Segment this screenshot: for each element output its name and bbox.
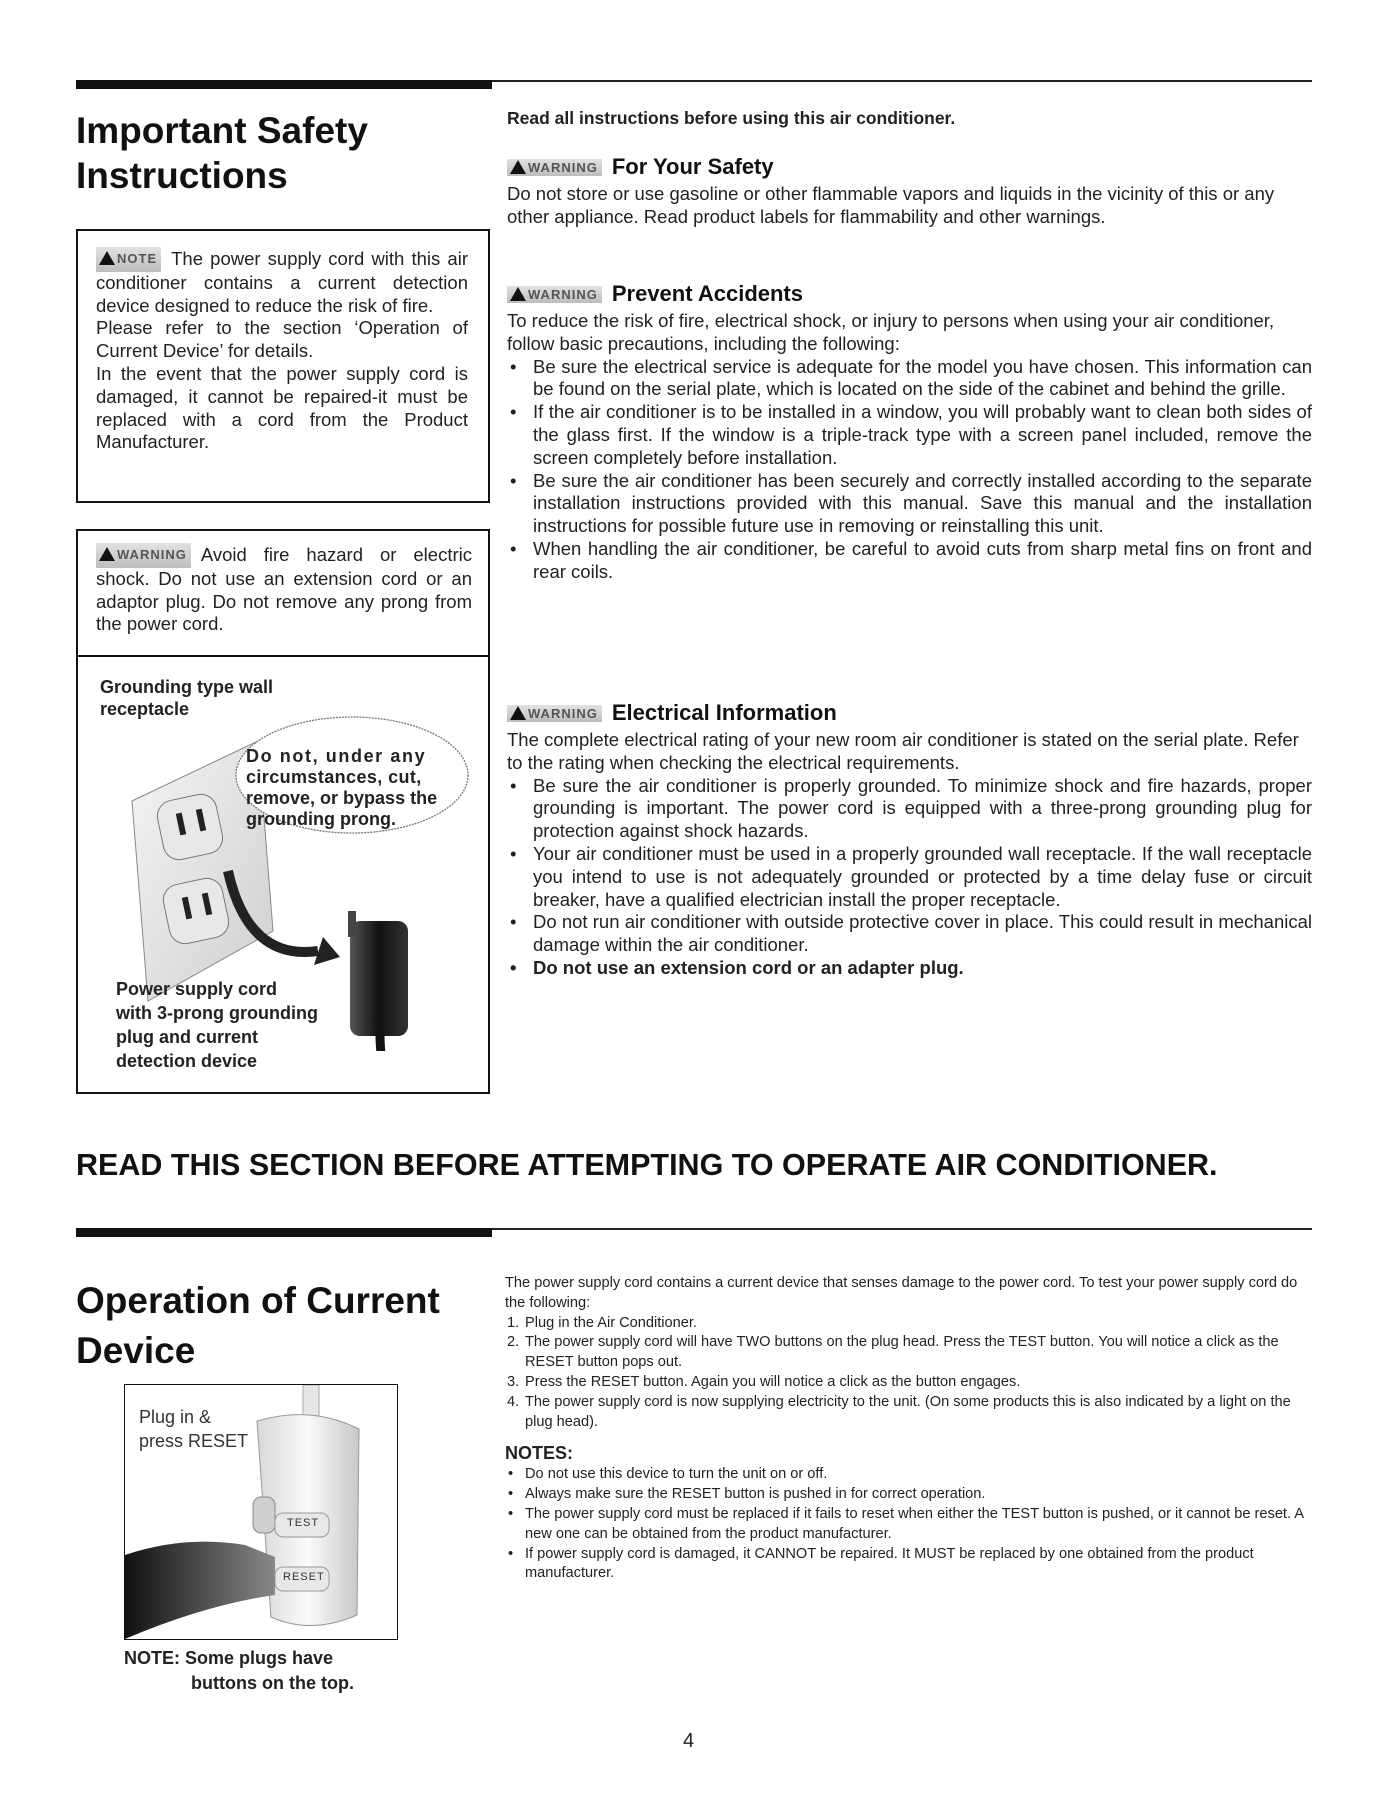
list-item: • The power supply cord must be replaced if it fails to reset when either the TEST button is pushed, or it cannot be reset. A new one can be obtained from the product manufacturer.	[505, 1505, 1313, 1545]
page-number: 4	[683, 1730, 695, 1752]
warning-triangle-icon	[510, 287, 526, 301]
top-rule-thin	[492, 80, 1312, 82]
electrical-list	[507, 775, 1312, 980]
section-title-line-1: Operation of Current	[76, 1280, 440, 1321]
receptacle-label: Grounding type wall receptacle	[100, 677, 274, 719]
accidents-list	[507, 356, 1312, 584]
list-item: • Be sure the air conditioner is properly grounded. To minimize shock and fire hazards, proper grounding is important. The power cord is equipped with a three-prong grounding plug for protection against shock hazards.	[507, 775, 1312, 843]
warning-text: Avoid fire hazard or electric shock. Do not use an extension cord or an adaptor plug. Do not remove any prong from the power cord.	[96, 544, 472, 635]
callout-text: Do not, under any circumstances, cut, remove, or bypass the grounding prong.	[246, 746, 438, 829]
list-item: • Be sure the air conditioner has been securely and correctly installed according to the separate installation instructions provided with this manual. Save this manual and the installation instructions for possible future use in removing or reinstalling this unit.	[507, 470, 1312, 538]
accidents-warning-tag: WARNING	[507, 286, 602, 303]
note-text-2: Please refer to the section ‘Operation of Current Device’ for details.	[96, 317, 468, 362]
electrical-heading: Electrical Information	[611, 700, 837, 725]
warning-triangle-icon	[99, 547, 115, 561]
warning-box-content	[96, 543, 472, 636]
list-item: 1. Plug in the Air Conditioner.	[507, 1314, 697, 1331]
intro-text: Read all instructions before using this air conditioner.	[507, 108, 956, 128]
list-item: • When handling the air conditioner, be careful to avoid cuts from sharp metal fins on front and rear coils.	[507, 538, 1312, 584]
accidents-intro: To reduce the risk of fire, electrical shock, or injury to persons when using your air conditioner, follow basic precautions, including the following:	[507, 310, 1275, 354]
banner-heading: READ THIS SECTION BEFORE ATTEMPTING TO OPERATE AIR CONDITIONER.	[76, 1148, 1218, 1182]
electrical-intro: The complete electrical rating of your new room air conditioner is stated on the serial plate. Refer to the rating when checking the electrical requirements.	[507, 729, 1299, 773]
list-item: • Always make sure the RESET button is pushed in for correct operation.	[505, 1485, 1313, 1505]
test-button-label: TEST	[287, 1517, 320, 1529]
list-item: • Be sure the electrical service is adequate for the model you have chosen. This information can be found on the serial plate, which is located on the side of the cabinet and behind the grille.	[507, 356, 1312, 402]
note-text-3: In the event that the power supply cord is damaged, it cannot be repaired-it must be replaced with a cord from the Product Manufacturer.	[96, 362, 468, 453]
list-item: • If power supply cord is damaged, it CANNOT be repaired. It MUST be replaced by one obtained from the product manufacturer.	[505, 1545, 1313, 1585]
notes-heading: NOTES:	[505, 1443, 574, 1464]
accidents-heading: Prevent Accidents	[611, 281, 803, 306]
warning-divider	[78, 655, 488, 657]
note-text-1: The power supply cord with this air conditioner contains a current detection device designed to reduce the risk of fire.	[96, 248, 468, 316]
steps-list	[505, 1314, 1313, 1433]
warning-triangle-icon	[510, 706, 526, 720]
warning-box	[76, 529, 490, 1094]
list-item: • Do not use an extension cord or an adapter plug.	[507, 957, 1312, 980]
warning-tag: WARNING	[96, 543, 191, 568]
top-rule-thick	[76, 80, 492, 89]
note-box	[76, 229, 490, 503]
section-title-line-2: Device	[76, 1330, 196, 1371]
bottom-rule-thin	[492, 1228, 1312, 1230]
note-tag: NOTE	[96, 247, 161, 272]
page-title	[76, 108, 496, 198]
title-line-1: Important Safety	[76, 110, 368, 151]
list-item: • Do not use this device to turn the unit on or off.	[505, 1465, 1313, 1485]
list-item: • If the air conditioner is to be installed in a window, you will probably want to clean both sides of the glass first. If the window is a triple-track type with a screen panel included, remove the screen completely before installation.	[507, 401, 1312, 469]
safety-warning-tag: WARNING	[507, 159, 602, 176]
accidents-section	[507, 281, 1312, 584]
reset-button-label: RESET	[283, 1571, 325, 1583]
plug-caption: NOTE: Some plugs have buttons on the top.	[124, 1648, 354, 1693]
list-item: 4. The power supply cord is now supplying electricity to the unit. (On some products this is also indicated by a light on the plug head).	[507, 1393, 1291, 1430]
section-title	[76, 1276, 496, 1376]
list-item: • Your air conditioner must be used in a properly grounded wall receptacle. If the wall receptacle you intend to use is not adequately grounded or protected by a time delay fuse or circuit breaker, have a qualified electrician install the proper receptacle.	[507, 843, 1312, 911]
warning-triangle-icon	[99, 251, 115, 265]
electrical-warning-tag: WARNING	[507, 705, 602, 722]
safety-heading: For Your Safety	[611, 154, 774, 179]
safety-text: Do not store or use gasoline or other flammable vapors and liquids in the vicinity of this or any other appliance. Read product labels for flammability and other warnings.	[507, 183, 1275, 227]
note-box-content	[96, 247, 468, 454]
title-line-2: Instructions	[76, 155, 288, 196]
warning-triangle-icon	[510, 160, 526, 174]
bottom-rule-thick	[76, 1228, 492, 1237]
list-item: • Do not run air conditioner with outside protective cover in place. This could result in mechanical damage within the air conditioner.	[507, 911, 1312, 957]
plug-figure	[124, 1384, 398, 1640]
cord-label: Power supply cord with 3-prong grounding plug and current detection device	[116, 979, 318, 1071]
notes-list	[505, 1465, 1313, 1584]
list-item: 2. The power supply cord will have TWO buttons on the plug head. Press the TEST button. You will notice a click as the RESET button pops out.	[507, 1334, 1279, 1371]
plug-label: Plug in & press RESET	[139, 1407, 249, 1451]
operation-intro: The power supply cord contains a current device that senses damage to the power cord. To test your power supply cord do the following:	[505, 1275, 1298, 1311]
safety-section	[507, 154, 1312, 229]
electrical-section	[507, 700, 1312, 980]
operation-content	[505, 1274, 1313, 1584]
list-item: 3. Press the RESET button. Again you will notice a click as the button engages.	[507, 1373, 1021, 1390]
